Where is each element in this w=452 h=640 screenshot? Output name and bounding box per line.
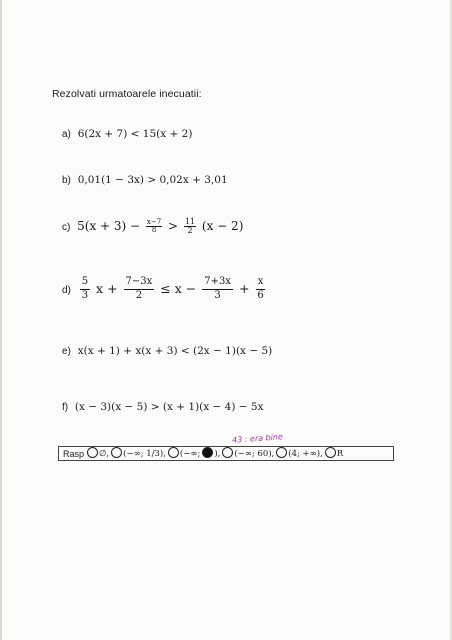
fraction-denominator: 2: [187, 226, 193, 236]
exercise-d-term-3: +: [238, 280, 250, 296]
exercise-f-expression: (x − 3)(x − 5) > (x + 1)(x − 4) − 5x: [74, 401, 264, 413]
fraction-denominator: 8: [151, 226, 157, 235]
fraction-numerator: x: [256, 276, 266, 290]
exercise-b-label: b): [62, 175, 71, 186]
circle-mark-icon: [276, 447, 287, 458]
exercise-b: [62, 174, 228, 186]
answer-item: (−∞;: [179, 448, 201, 459]
exercise-a-expression: 6(2x + 7) < 15(x + 2): [77, 128, 193, 140]
exercise-c-expression: [77, 217, 244, 236]
answer-item: (−∞; 1/3),: [123, 448, 166, 459]
scribbled-out-mark-icon: [202, 447, 213, 458]
answer-item: R: [336, 448, 344, 459]
exercise-e: [62, 345, 272, 357]
answer-item: ∅,: [99, 448, 110, 459]
exercise-e-expression: x(x + 1) + x(x + 3) < (2x − 1)(x − 5): [77, 345, 273, 357]
exercise-d-fraction-4: [255, 276, 265, 302]
circle-mark-icon: [168, 447, 179, 458]
circle-mark-icon: [87, 447, 98, 458]
fraction-denominator: 6: [257, 289, 264, 301]
exercise-d: [62, 276, 268, 302]
handwritten-note: 43 : era bine: [231, 432, 284, 445]
fraction-numerator: 11: [184, 217, 196, 226]
exercise-d-term-1: x +: [96, 280, 118, 296]
exercise-c-term-2: (x − 2): [201, 219, 244, 234]
circle-mark-icon: [325, 447, 336, 458]
fraction-numerator: x−7: [146, 218, 162, 227]
circle-mark-icon: [222, 447, 233, 458]
exercise-c-label: c): [62, 222, 71, 234]
exercise-c-fraction-1: [146, 219, 162, 235]
answers-prefix: Rasp: [63, 448, 85, 459]
exercise-b-expression: 0,01(1 − 3x) > 0,02x + 3,01: [77, 174, 228, 186]
exercise-c: [62, 218, 243, 236]
fraction-denominator: 2: [135, 289, 143, 301]
exercise-f-label: f): [62, 402, 69, 413]
exercise-c-fraction-2: [184, 218, 196, 236]
exercise-e-label: e): [62, 346, 71, 357]
worksheet-title: Rezolvati urmatoarele inecuatii:: [52, 88, 202, 100]
exercise-d-label: d): [62, 284, 71, 296]
exercise-a: [62, 128, 192, 140]
exercise-d-expression: [78, 276, 268, 301]
exercise-f: [62, 401, 264, 413]
exercise-c-term-1: 5(x + 3) −: [77, 219, 141, 234]
answer-item: (−∞; 60),: [234, 448, 275, 459]
fraction-numerator: 5: [80, 276, 90, 290]
exercise-d-fraction-3: [202, 276, 233, 302]
fraction-denominator: 3: [81, 289, 89, 301]
exercise-d-term-2: ≤ x −: [160, 280, 197, 296]
exercise-d-fraction-1: [80, 276, 90, 302]
answer-item: (4; +∞),: [288, 448, 323, 459]
circle-mark-icon: [111, 447, 122, 458]
exercise-d-fraction-2: [124, 276, 155, 302]
fraction-numerator: 7+3x: [202, 276, 233, 290]
exercise-c-relation: >: [168, 219, 179, 234]
fraction-numerator: 7−3x: [124, 276, 155, 290]
fraction-denominator: 3: [214, 289, 221, 301]
answers-box: [58, 446, 394, 461]
exercise-a-label: a): [62, 129, 71, 140]
answer-item: ),: [214, 448, 221, 459]
